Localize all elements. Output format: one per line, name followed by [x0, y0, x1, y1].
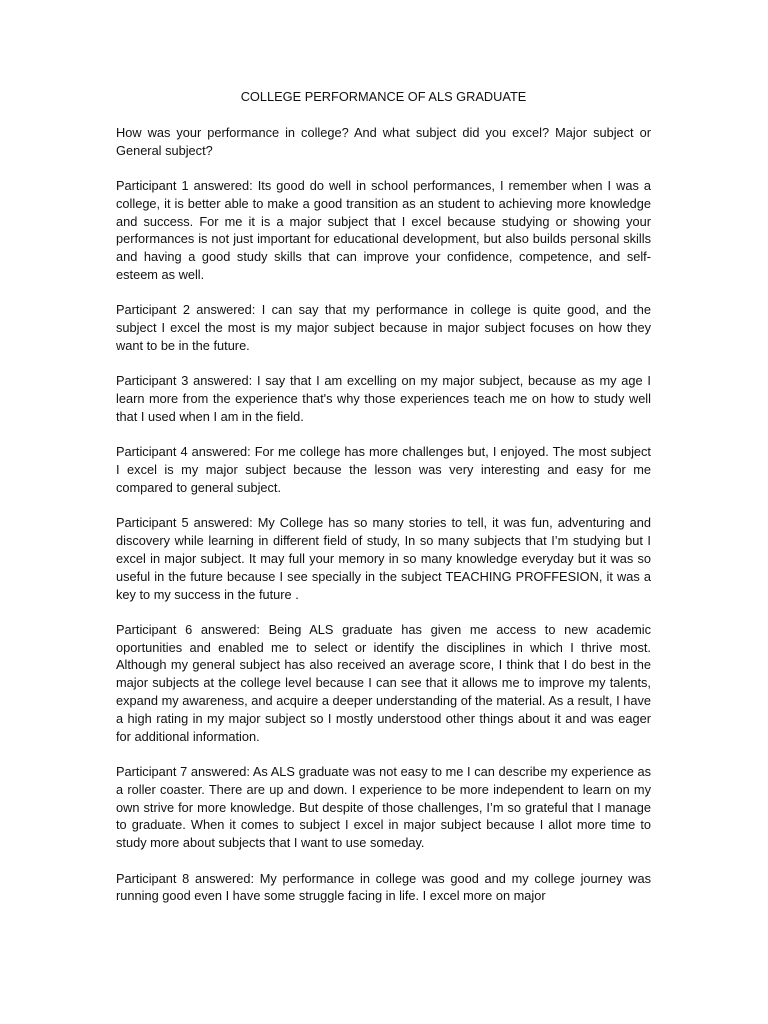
document-body	[116, 88, 651, 923]
participant-answer-2: Participant 2 answered: I can say that my performance in college is quite good, and the subject I excel the most is my major subject because in major subject focuses on how they want to be in the future.	[116, 302, 651, 353]
participant-answer-1: Participant 1 answered: Its good do well in school performances, I remember when I was a college, it is better able to make a good transition as an student to achieving more knowledge and success. For me it is a major subject that I excel because studying or showing your performances is not just important for educational development, but also builds personal skills and having a good study skills that can improve your confidence, competence, and self-esteem as well.	[116, 177, 651, 282]
participant-answer-4: Participant 4 answered: For me college has more challenges but, I enjoyed. The most subject I excel is my major subject because the lesson was very interesting and easy for me compared to general subject.	[116, 444, 651, 495]
participant-answer-6: Participant 6 answered: Being ALS graduate has given me access to new academic oportunities and enabled me to select or identify the disciplines in which I thrive most. Although my general subject has also received an average score, I think that I do best in the major subjects at the college level because I can see that it allows me to improve my talents, expand my awareness, and acquire a deeper understanding of the material. As a result, I have a high rating in my major subject so I mostly understood other things about it and was eager for additional information.	[116, 621, 651, 744]
participant-answer-8: Participant 8 answered: My performance in college was good and my college journey was running good even I have some struggle facing in life. I excel more on major	[116, 870, 651, 904]
interview-question: How was your performance in college? And what subject did you excel? Major subject or General subject?	[116, 124, 651, 158]
document-title: COLLEGE PERFORMANCE OF ALS GRADUATE	[240, 89, 527, 104]
participant-answer-3: Participant 3 answered: I say that I am excelling on my major subject, because as my age I learn more from the experience that's why those experiences teach me on how to study well that I used when I am in the field.	[116, 373, 651, 424]
participant-answer-7: Participant 7 answered: As ALS graduate was not easy to me I can describe my experience as a roller coaster. There are up and down. I experience to be more independent to learn on my own strive for more knowledge. But despite of those challenges, I’m so grateful that I manage to graduate. When it comes to subject I excel in major subject because I allot more time to study more about subjects that I want to use someday.	[116, 764, 651, 851]
participant-answer-5: Participant 5 answered: My College has so many stories to tell, it was fun, adventuring and discovery while learning in different field of study, In so many subjects that I’m studying but I excel in major subject. It may full your memory in so many knowledge everyday but it was so useful in the future because I see specially in the subject TEACHING PROFFESION, it was a key to my success in the future .	[116, 515, 651, 602]
